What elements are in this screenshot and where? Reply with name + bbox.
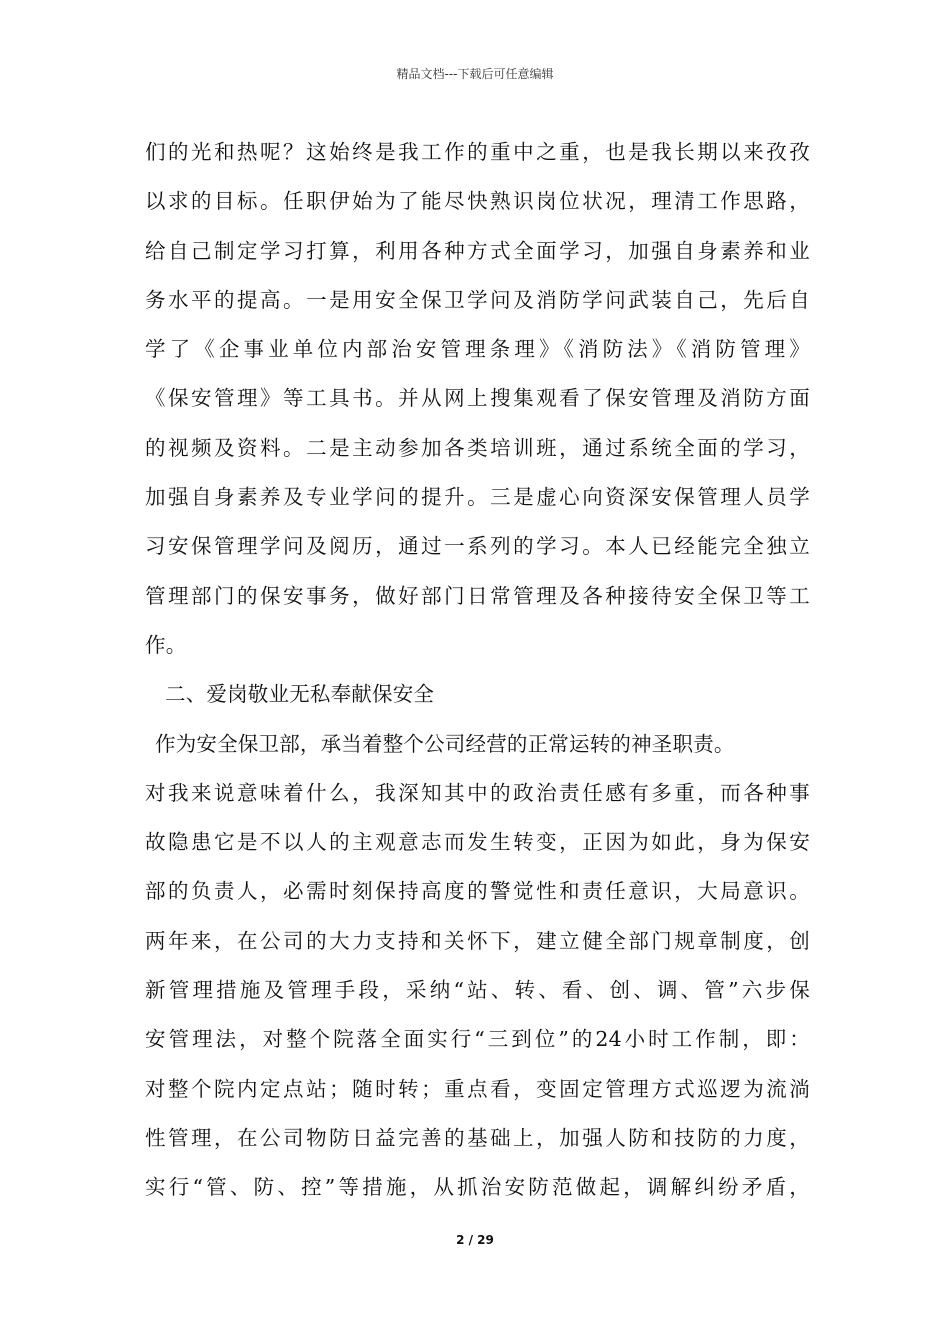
section-heading: 二、爱岗敬业无私奉献保安全 [165, 682, 435, 707]
text-line: 加强自身素养及专业学问的提升。三是虚心向资深安保管理人员学 [145, 485, 810, 510]
text-line: 新管理措施及管理手段，采纳“站、转、看、创、调、管”六步保 [145, 978, 810, 1003]
text-line: 以求的目标。任职伊始为了能尽快熟识岗位状况，理清工作思路， [145, 189, 810, 214]
text-line: 学了《企事业单位内部治安管理条理》《消防法》《消防管理》 [145, 337, 810, 362]
text-line: 两年来，在公司的大力支持和关怀下，建立健全部门规章制度，创 [145, 928, 810, 953]
text-line: 实行“管、防、控”等措施，从抓治安防范做起，调解纠纷矛盾， [145, 1175, 810, 1200]
text-line: 对整个院内定点站；随时转；重点看，变固定管理方式巡逻为流淌 [145, 1076, 810, 1101]
body-text [145, 134, 810, 1219]
text-line: 管理部门的保安事务，做好部门日常管理及各种接待安全保卫等工 [145, 583, 810, 608]
text-line: 故隐患它是不以人的主观意志而发生转变，正因为如此，身为保安 [145, 830, 810, 855]
text-line: 性管理，在公司物防日益完善的基础上，加强人防和技防的力度， [145, 1125, 810, 1150]
page-header: 精品文档---下载后可任意编辑 [396, 67, 554, 81]
text-line: 作。 [145, 632, 187, 657]
text-line: 们的光和热呢？这始终是我工作的重中之重，也是我长期以来孜孜 [145, 140, 810, 164]
page-number: 2 / 29 [456, 1233, 494, 1247]
text-line: 《保安管理》等工具书。并从网上搜集观看了保安管理及消防方面 [145, 386, 810, 411]
text-line: 习安保管理学问及阅历，通过一系列的学习。本人已经能完全独立 [145, 534, 810, 559]
text-line: 对我来说意味着什么，我深知其中的政治责任感有多重，而各种事 [145, 780, 810, 805]
text-line: 务水平的提高。一是用安全保卫学问及消防学问武装自己，先后自 [145, 287, 810, 312]
text-line: 安管理法，对整个院落全面实行“三到位”的24小时工作制，即： [145, 1027, 810, 1052]
text-line: 的视频及资料。二是主动参加各类培训班，通过系统全面的学习， [145, 435, 810, 460]
text-line: 部的负责人，必需时刻保持高度的警觉性和责任意识，大局意识。 [145, 879, 810, 904]
text-line: 给自己制定学习打算，利用各种方式全面学习，加强自身素养和业 [145, 238, 810, 263]
text-line: 作为安全保卫部，承当着整个公司经营的正常运转的神圣职责。 [155, 731, 735, 756]
